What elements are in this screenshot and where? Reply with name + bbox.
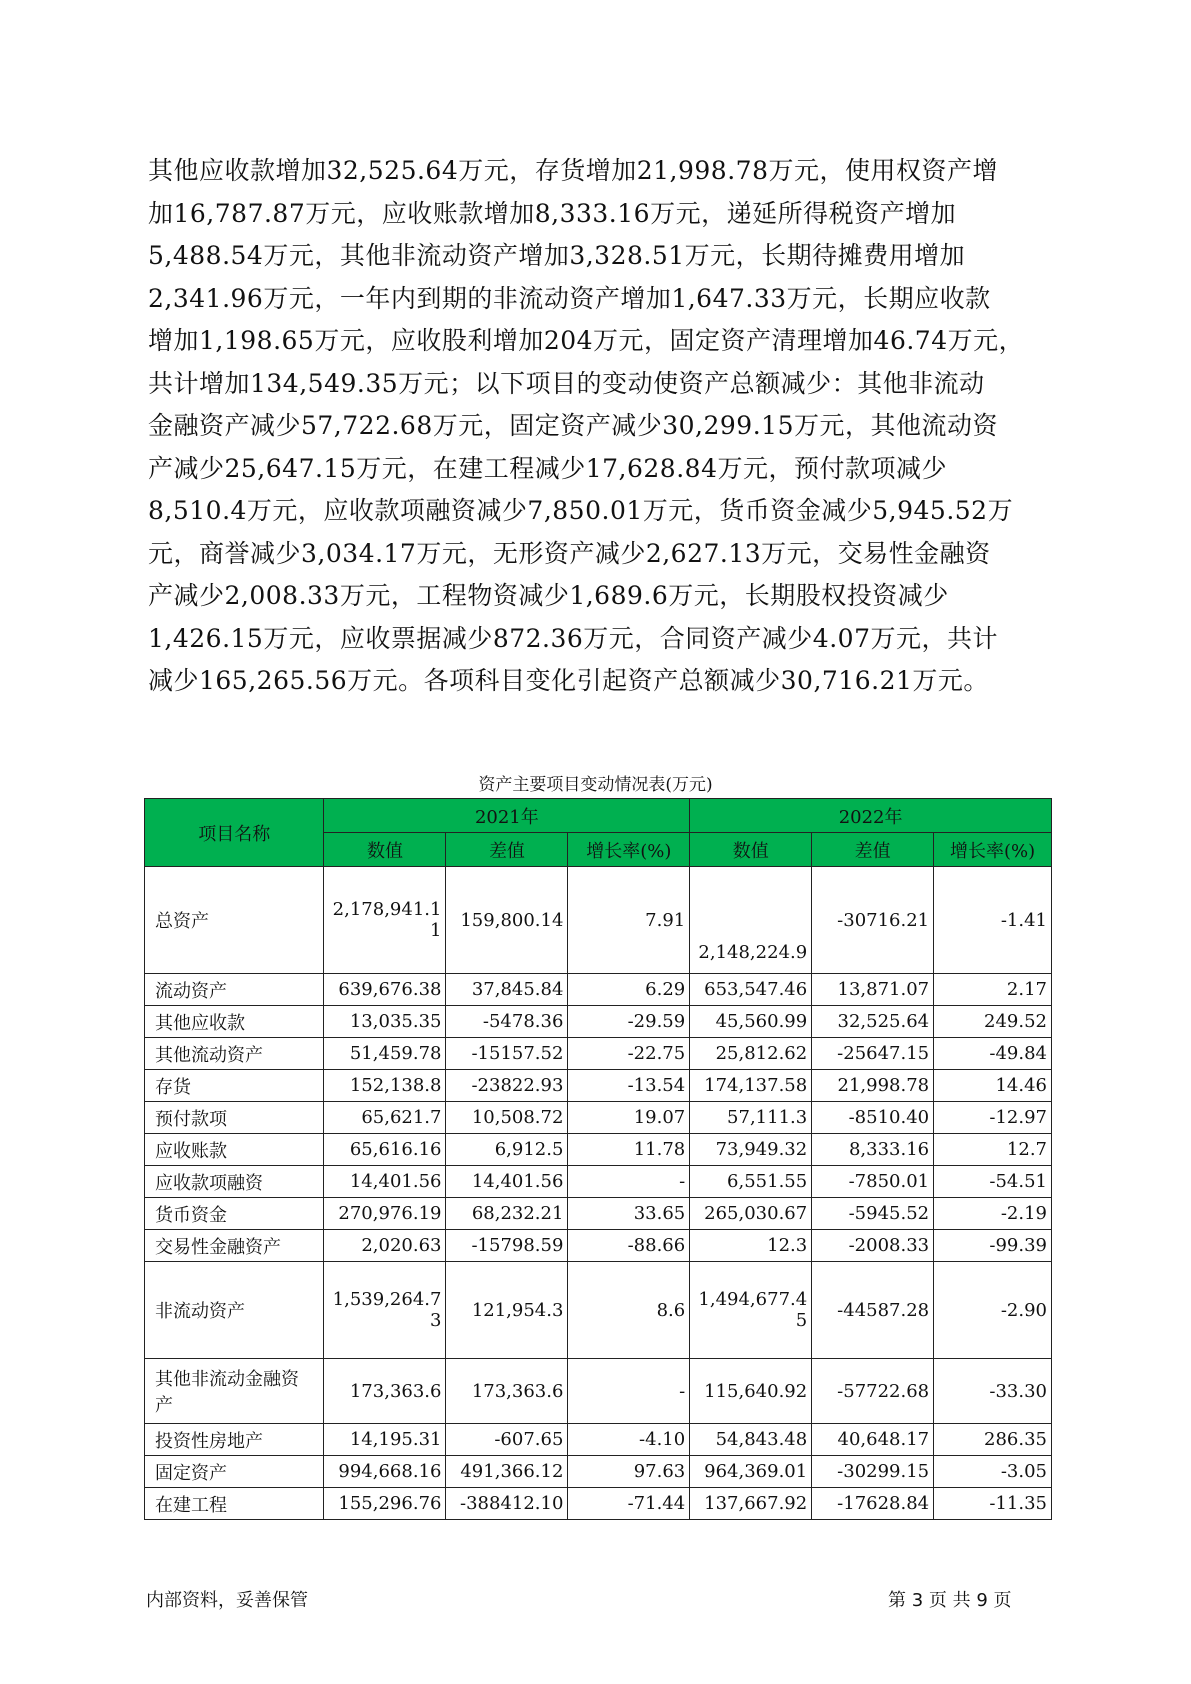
cell-value-2021: 155,296.76 [324, 1488, 446, 1520]
cell-value-2021: 2,178,941.1 1 [324, 867, 446, 974]
table-row [145, 1262, 1052, 1359]
table-row [145, 1134, 1052, 1166]
cell-value-2021: 173,363.6 [324, 1359, 446, 1424]
text-line: 加16,787.87万元，应收账款增加8,333.16万元，递延所得税资产增加 [148, 198, 957, 228]
cell-diff-2021: 491,366.12 [446, 1456, 568, 1488]
cell-value-2021: 14,401.56 [324, 1166, 446, 1198]
cell-growth-2021: 7.91 [568, 867, 690, 974]
cell-value-2022: 174,137.58 [690, 1070, 812, 1102]
cell-diff-2022: -30299.15 [812, 1456, 934, 1488]
cell-item-name: 应收账款 [145, 1134, 324, 1166]
table-row [145, 1070, 1052, 1102]
cell-value-2022: 54,843.48 [690, 1424, 812, 1456]
cell-value-2022: 12.3 [690, 1230, 812, 1262]
cell-value-2021: 1,539,264.7 3 [324, 1262, 446, 1359]
cell-value-2022: 265,030.67 [690, 1198, 812, 1230]
cell-growth-2022: -2.90 [934, 1262, 1052, 1359]
cell-diff-2022: -2008.33 [812, 1230, 934, 1262]
cell-growth-2022: 249.52 [934, 1006, 1052, 1038]
header-diff-2021: 差值 [446, 833, 568, 867]
cell-growth-2022: 286.35 [934, 1424, 1052, 1456]
cell-item-name: 总资产 [145, 867, 324, 974]
cell-diff-2022: 21,998.78 [812, 1070, 934, 1102]
cell-diff-2021: 10,508.72 [446, 1102, 568, 1134]
cell-growth-2021: -71.44 [568, 1488, 690, 1520]
cell-value-2022: 57,111.3 [690, 1102, 812, 1134]
cell-item-name: 非流动资产 [145, 1262, 324, 1359]
cell-item-name: 其他应收款 [145, 1006, 324, 1038]
cell-growth-2021: 33.65 [568, 1198, 690, 1230]
cell-diff-2022: 32,525.64 [812, 1006, 934, 1038]
cell-diff-2022: 13,871.07 [812, 974, 934, 1006]
header-item-name: 项目名称 [145, 799, 324, 867]
cell-growth-2021: - [568, 1166, 690, 1198]
cell-diff-2021: -388412.10 [446, 1488, 568, 1520]
cell-diff-2021: 68,232.21 [446, 1198, 568, 1230]
cell-diff-2021: 121,954.3 [446, 1262, 568, 1359]
text-line: 1,426.15万元，应收票据减少872.36万元，合同资产减少4.07万元，共计 [148, 623, 998, 653]
cell-value-2022: 6,551.55 [690, 1166, 812, 1198]
cell-item-name: 应收款项融资 [145, 1166, 324, 1198]
table-row [145, 1424, 1052, 1456]
cell-diff-2021: -5478.36 [446, 1006, 568, 1038]
cell-value-2022: 45,560.99 [690, 1006, 812, 1038]
cell-diff-2021: -607.65 [446, 1424, 568, 1456]
cell-growth-2022: -54.51 [934, 1166, 1052, 1198]
cell-value-2021: 51,459.78 [324, 1038, 446, 1070]
cell-diff-2021: -15157.52 [446, 1038, 568, 1070]
cell-growth-2021: -88.66 [568, 1230, 690, 1262]
cell-growth-2022: 14.46 [934, 1070, 1052, 1102]
cell-diff-2022: -7850.01 [812, 1166, 934, 1198]
cell-growth-2021: -29.59 [568, 1006, 690, 1038]
cell-diff-2021: -15798.59 [446, 1230, 568, 1262]
text-line: 2,341.96万元，一年内到期的非流动资产增加1,647.33万元，长期应收款 [148, 283, 991, 313]
cell-growth-2022: -11.35 [934, 1488, 1052, 1520]
cell-growth-2022: -2.19 [934, 1198, 1052, 1230]
table-row [145, 1488, 1052, 1520]
text-line: 减少165,265.56万元。各项科目变化引起资产总额减少30,716.21万元。 [148, 666, 989, 695]
text-line: 金融资产减少57,722.68万元，固定资产减少30,299.15万元，其他流动资 [148, 411, 998, 440]
table-row [145, 1038, 1052, 1070]
table-caption: 资产主要项目变动情况表(万元) [478, 775, 713, 795]
cell-item-name: 流动资产 [145, 974, 324, 1006]
cell-diff-2021: -23822.93 [446, 1070, 568, 1102]
header-value-2021: 数值 [324, 833, 446, 867]
body-paragraph [148, 150, 1048, 703]
cell-diff-2022: -44587.28 [812, 1262, 934, 1359]
cell-diff-2022: 40,648.17 [812, 1424, 934, 1456]
cell-diff-2022: -8510.40 [812, 1102, 934, 1134]
text-line: 增加1,198.65万元，应收股利增加204万元，固定资产清理增加46.74万元， [148, 326, 1025, 355]
cell-growth-2022: -3.05 [934, 1456, 1052, 1488]
footer-confidential-note: 内部资料，妥善保管 [146, 1590, 308, 1611]
cell-growth-2021: 97.63 [568, 1456, 690, 1488]
table-row [145, 1198, 1052, 1230]
text-line: 产减少2,008.33万元，工程物资减少1,689.6万元，长期股权投资减少 [148, 581, 949, 610]
cell-value-2021: 994,668.16 [324, 1456, 446, 1488]
cell-value-2022: 2,148,224.9 [690, 867, 812, 974]
text-line: 8,510.4万元，应收款项融资减少7,850.01万元，货币资金减少5,945.52万 [148, 496, 1014, 525]
cell-value-2021: 13,035.35 [324, 1006, 446, 1038]
cell-value-2022: 137,667.92 [690, 1488, 812, 1520]
body-text [148, 150, 1048, 703]
cell-growth-2022: -12.97 [934, 1102, 1052, 1134]
cell-diff-2022: -57722.68 [812, 1359, 934, 1424]
cell-diff-2021: 6,912.5 [446, 1134, 568, 1166]
text-line: 产减少25,647.15万元，在建工程减少17,628.84万元，预付款项减少 [148, 453, 947, 483]
header-year-2022: 2022年 [690, 799, 1052, 833]
cell-item-name: 其他非流动金融资 产 [145, 1359, 324, 1424]
cell-diff-2021: 14,401.56 [446, 1166, 568, 1198]
cell-growth-2022: -49.84 [934, 1038, 1052, 1070]
cell-item-name: 在建工程 [145, 1488, 324, 1520]
cell-growth-2021: -22.75 [568, 1038, 690, 1070]
cell-value-2022: 73,949.32 [690, 1134, 812, 1166]
cell-value-2021: 639,676.38 [324, 974, 446, 1006]
cell-item-name: 投资性房地产 [145, 1424, 324, 1456]
header-diff-2022: 差值 [812, 833, 934, 867]
cell-growth-2022: 12.7 [934, 1134, 1052, 1166]
table-row [145, 1230, 1052, 1262]
cell-diff-2022: -25647.15 [812, 1038, 934, 1070]
footer-page-number: 第 3 页 共 9 页 [888, 1590, 1012, 1611]
header-value-2022: 数值 [690, 833, 812, 867]
cell-growth-2021: -13.54 [568, 1070, 690, 1102]
header-year-2021: 2021年 [324, 799, 690, 833]
cell-growth-2022: 2.17 [934, 974, 1052, 1006]
table-row [145, 1006, 1052, 1038]
cell-diff-2022: -30716.21 [812, 867, 934, 974]
cell-diff-2021: 159,800.14 [446, 867, 568, 974]
cell-growth-2021: - [568, 1359, 690, 1424]
header-growth-2022: 增长率(%) [934, 833, 1052, 867]
table-row [145, 867, 1052, 974]
cell-item-name: 货币资金 [145, 1198, 324, 1230]
cell-growth-2022: -1.41 [934, 867, 1052, 974]
cell-growth-2022: -33.30 [934, 1359, 1052, 1424]
asset-change-table [144, 798, 1052, 1520]
cell-value-2021: 65,616.16 [324, 1134, 446, 1166]
table-row [145, 1166, 1052, 1198]
cell-value-2021: 14,195.31 [324, 1424, 446, 1456]
cell-item-name: 交易性金融资产 [145, 1230, 324, 1262]
cell-value-2022: 964,369.01 [690, 1456, 812, 1488]
cell-diff-2022: -5945.52 [812, 1198, 934, 1230]
cell-diff-2022: -17628.84 [812, 1488, 934, 1520]
cell-value-2022: 25,812.62 [690, 1038, 812, 1070]
cell-item-name: 固定资产 [145, 1456, 324, 1488]
cell-growth-2021: 6.29 [568, 974, 690, 1006]
cell-growth-2021: 11.78 [568, 1134, 690, 1166]
cell-value-2022: 653,547.46 [690, 974, 812, 1006]
header-growth-2021: 增长率(%) [568, 833, 690, 867]
text-line: 5,488.54万元，其他非流动资产增加3,328.51万元，长期待摊费用增加 [148, 241, 966, 270]
cell-value-2022: 1,494,677.4 5 [690, 1262, 812, 1359]
cell-item-name: 存货 [145, 1070, 324, 1102]
table-row [145, 1102, 1052, 1134]
text-line: 元，商誉减少3,034.17万元，无形资产减少2,627.13万元，交易性金融资 [148, 538, 991, 568]
cell-item-name: 预付款项 [145, 1102, 324, 1134]
cell-growth-2021: -4.10 [568, 1424, 690, 1456]
text-line: 共计增加134,549.35万元；以下项目的变动使资产总额减少：其他非流动 [148, 368, 985, 398]
table-row [145, 1456, 1052, 1488]
cell-item-name: 其他流动资产 [145, 1038, 324, 1070]
cell-value-2021: 152,138.8 [324, 1070, 446, 1102]
cell-growth-2021: 19.07 [568, 1102, 690, 1134]
cell-diff-2022: 8,333.16 [812, 1134, 934, 1166]
text-line: 其他应收款增加32,525.64万元，存货增加21,998.78万元，使用权资产增 [148, 156, 998, 185]
table-row [145, 1359, 1052, 1424]
table-row [145, 974, 1052, 1006]
cell-value-2021: 65,621.7 [324, 1102, 446, 1134]
cell-growth-2021: 8.6 [568, 1262, 690, 1359]
cell-value-2021: 270,976.19 [324, 1198, 446, 1230]
cell-diff-2021: 173,363.6 [446, 1359, 568, 1424]
table-body [145, 867, 1052, 1520]
cell-value-2021: 2,020.63 [324, 1230, 446, 1262]
cell-value-2022: 115,640.92 [690, 1359, 812, 1424]
cell-growth-2022: -99.39 [934, 1230, 1052, 1262]
cell-diff-2021: 37,845.84 [446, 974, 568, 1006]
